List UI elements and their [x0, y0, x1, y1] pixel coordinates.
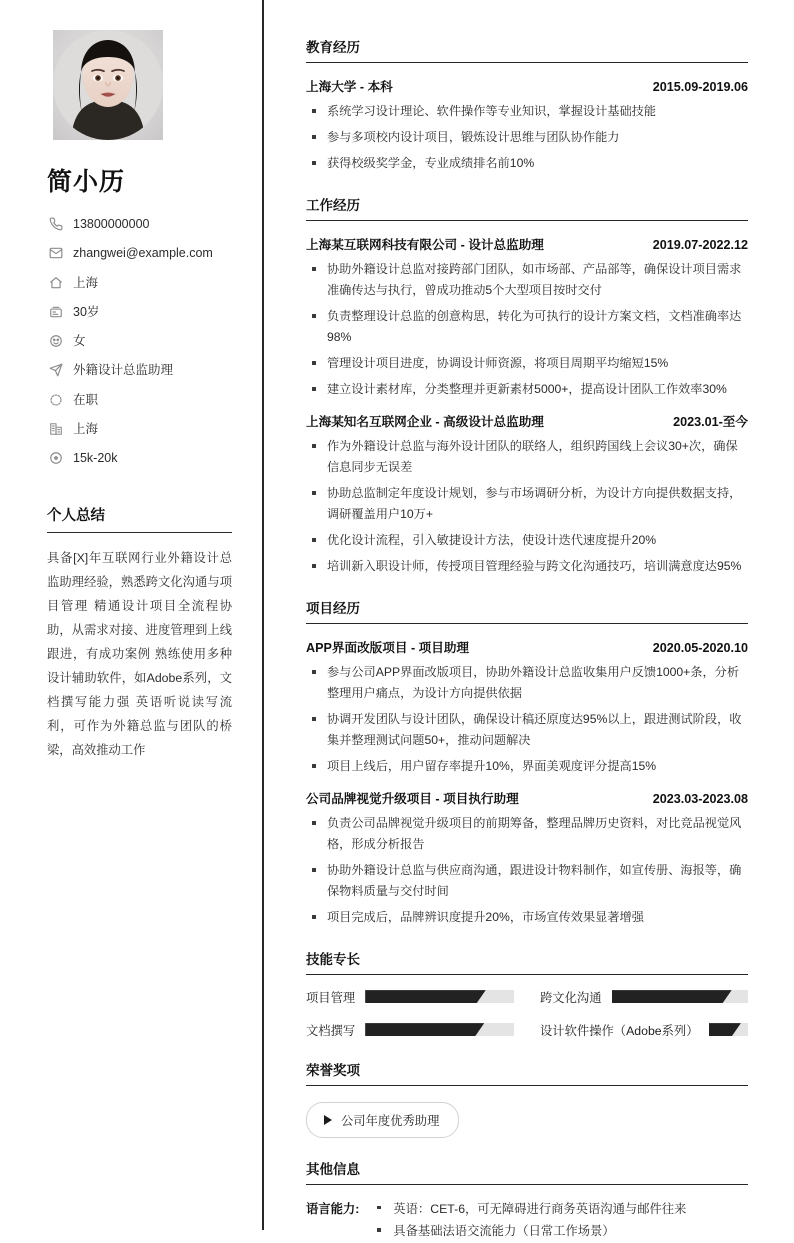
language-group: [306, 1198, 748, 1243]
skill-progress-track: [709, 1023, 748, 1036]
entry-date: 2019.07-2022.12: [652, 237, 748, 252]
contact-value: 上海: [73, 275, 99, 290]
contact-value: 外籍设计总监助理: [73, 363, 174, 378]
honor-row: [306, 1099, 748, 1138]
skill-progress-track: [612, 990, 749, 1003]
smiley-icon: [47, 334, 64, 349]
list-item: 优化设计流程，引入敏捷设计方法，使设计迭代速度提升20%: [306, 530, 748, 551]
section-honors: [306, 1059, 748, 1138]
skill-item: [540, 988, 748, 1006]
skill-progress-fill: [365, 990, 486, 1003]
list-item: 负责公司品牌视觉升级项目的前期筹备，整理品牌历史资料，对比竞品视觉风格，形成分析报告: [306, 813, 748, 855]
section-projects: [306, 597, 748, 928]
skills-heading: 技能专长: [306, 948, 748, 975]
list-item: 英语：CET-6，可无障碍进行商务英语沟通与邮件往来: [373, 1198, 686, 1221]
entry-head: [306, 234, 748, 253]
skill-label: 项目管理: [306, 990, 356, 1005]
skill-progress-fill: [612, 990, 732, 1003]
skills-grid: [306, 988, 748, 1039]
section-education: [306, 36, 748, 174]
summary-section: [47, 504, 232, 763]
skill-item: [306, 1021, 514, 1039]
page-title: 简小历: [47, 168, 126, 196]
list-item: 协调开发团队与设计团队，确保设计稿还原度达95%以上，跟进测试阶段，收集并整理测试问题50+，推动问题解决: [306, 709, 748, 751]
list-item: 协助外籍设计总监对接跨部门团队，如市场部、产品部等，确保设计项目需求准确传达与执行，曾成功推动5个大型项目按时交付: [306, 259, 748, 301]
contact-status: [47, 392, 232, 408]
project-entry: [306, 637, 748, 777]
bullet-list: [306, 813, 748, 928]
skill-progress-track: [365, 990, 514, 1003]
contact-value: zhangwei@example.com: [73, 246, 213, 261]
sidebar: [0, 0, 264, 1230]
entry-title: 上海某互联网科技有限公司 - 设计总监助理: [306, 237, 544, 252]
list-item: 获得校级奖学金，专业成绩排名前10%: [306, 153, 748, 174]
work-entry: [306, 411, 748, 577]
contact-value: 15k-20k: [73, 451, 118, 465]
list-item: 协助外籍设计总监与供应商沟通，跟进设计物料制作，如宣传册、海报等，确保物料质量与交付时间: [306, 860, 748, 902]
main-content: [264, 0, 794, 1239]
entry-title: 上海某知名互联网企业 - 高级设计总监助理: [306, 414, 544, 429]
skill-label: 设计软件操作（Adobe系列）: [540, 1023, 699, 1038]
paper-plane-icon: [47, 363, 64, 378]
section-work: [306, 194, 748, 577]
entry-date: 2015.09-2019.06: [652, 80, 748, 94]
work-heading: 工作经历: [306, 194, 748, 221]
list-item: 系统学习设计理论、软件操作等专业知识，掌握设计基础技能: [306, 101, 748, 122]
entry-head: [306, 637, 748, 656]
contact-salary: [47, 450, 232, 466]
honor-badge[interactable]: [306, 1102, 459, 1138]
contact-location: [47, 275, 232, 291]
contact-value: 30岁: [73, 304, 100, 319]
contact-value: 女: [73, 334, 86, 348]
avatar-wrap: [53, 30, 163, 140]
list-item: 管理设计项目进度，协调设计师资源，将项目周期平均缩短15%: [306, 353, 748, 374]
phone-icon: [47, 217, 64, 232]
skill-progress-fill: [709, 1023, 741, 1036]
section-other-info: [306, 1158, 748, 1243]
bullet-list: [306, 259, 748, 400]
entry-date: 2023.03-2023.08: [652, 791, 748, 806]
info-label: 语言能力:: [306, 1201, 360, 1216]
bullet-list: [306, 662, 748, 777]
entry-title: 公司品牌视觉升级项目 - 项目执行助理: [306, 791, 519, 806]
contact-phone: [47, 216, 232, 232]
other-info-heading: 其他信息: [306, 1158, 748, 1185]
education-heading: 教育经历: [306, 36, 748, 63]
bullet-list: [306, 436, 748, 577]
list-item: 建立设计素材库，分类整理并更新素材5000+，提高设计团队工作效率30%: [306, 379, 748, 400]
skill-progress-fill: [365, 1023, 484, 1036]
projects-heading: 项目经历: [306, 597, 748, 624]
skill-progress-track: [365, 1023, 514, 1036]
target-icon: [47, 451, 64, 466]
contact-city: [47, 421, 232, 437]
play-triangle-icon: [324, 1115, 332, 1125]
list-item: 协助总监制定年度设计规划，参与市场调研分析，为设计方向提供数据支持，调研覆盖用户10万+: [306, 483, 748, 525]
entry-head: [306, 76, 748, 95]
list-item: 具备基础法语交流能力（日常工作场景）: [373, 1220, 686, 1243]
list-item: 培训新入职设计师，传授项目管理经验与跨文化沟通技巧，培训满意度达95%: [306, 556, 748, 577]
summary-heading: 个人总结: [47, 504, 232, 533]
skill-item: [540, 1021, 748, 1039]
refresh-icon: [47, 392, 64, 407]
contact-gender: [47, 333, 232, 349]
education-entry: [306, 76, 748, 174]
envelope-icon: [47, 246, 64, 261]
entry-date: 2023.01-至今: [673, 414, 748, 429]
contact-list: [47, 216, 232, 466]
summary-text: 具备[X]年互联网行业外籍设计总监助理经验，熟悉跨文化沟通与项目管理 精通设计项目全流程协助，从需求对接、进度管理到上线跟进，有成功案例 熟练使用多种设计辅助软件，如Adobe系列，文档撰写能力强 英语听说读写流利，可作为外籍总监与团队的桥梁，高效推动工作: [47, 551, 232, 757]
project-entry: [306, 788, 748, 928]
skill-item: [306, 988, 514, 1006]
list-item: 项目完成后，品牌辨识度提升20%，市场宣传效果显著增强: [306, 907, 748, 928]
entry-date: 2020.05-2020.10: [652, 640, 748, 655]
id-card-icon: [47, 304, 64, 319]
entry-title: APP界面改版项目 - 项目助理: [306, 640, 470, 655]
contact-email: [47, 245, 232, 261]
contact-value: 13800000000: [73, 217, 150, 231]
list-item: 参与公司APP界面改版项目，协助外籍设计总监收集用户反馈1000+条，分析整理用户痛点，为设计方向提供依据: [306, 662, 748, 704]
contact-value: 在职: [73, 392, 99, 407]
contact-age: [47, 304, 232, 320]
entry-head: [306, 411, 748, 430]
list-item: 项目上线后，用户留存率提升10%，界面美观度评分提高15%: [306, 756, 748, 777]
skill-label: 文档撰写: [306, 1023, 356, 1038]
list-item: 作为外籍设计总监与海外设计团队的联络人，组织跨国线上会议30+次，确保信息同步无误差: [306, 436, 748, 478]
home-icon: [47, 275, 64, 290]
building-icon: [47, 421, 64, 436]
bullet-list: [306, 101, 748, 174]
entry-title: 上海大学 - 本科: [306, 80, 393, 94]
portrait-photo-icon: [53, 30, 163, 140]
honor-label: 公司年度优秀助理: [341, 1113, 440, 1128]
honors-heading: 荣誉奖项: [306, 1059, 748, 1086]
avatar: [53, 30, 163, 140]
section-skills: [306, 948, 748, 1039]
list-item: 负责整理设计总监的创意构思，转化为可执行的设计方案文档，文档准确率达98%: [306, 306, 748, 348]
info-list: [359, 1198, 686, 1243]
list-item: 参与多项校内设计项目，锻炼设计思维与团队协作能力: [306, 127, 748, 148]
entry-head: [306, 788, 748, 807]
work-entry: [306, 234, 748, 400]
contact-position: [47, 362, 232, 378]
skill-label: 跨文化沟通: [540, 990, 602, 1005]
contact-value: 上海: [73, 421, 99, 436]
